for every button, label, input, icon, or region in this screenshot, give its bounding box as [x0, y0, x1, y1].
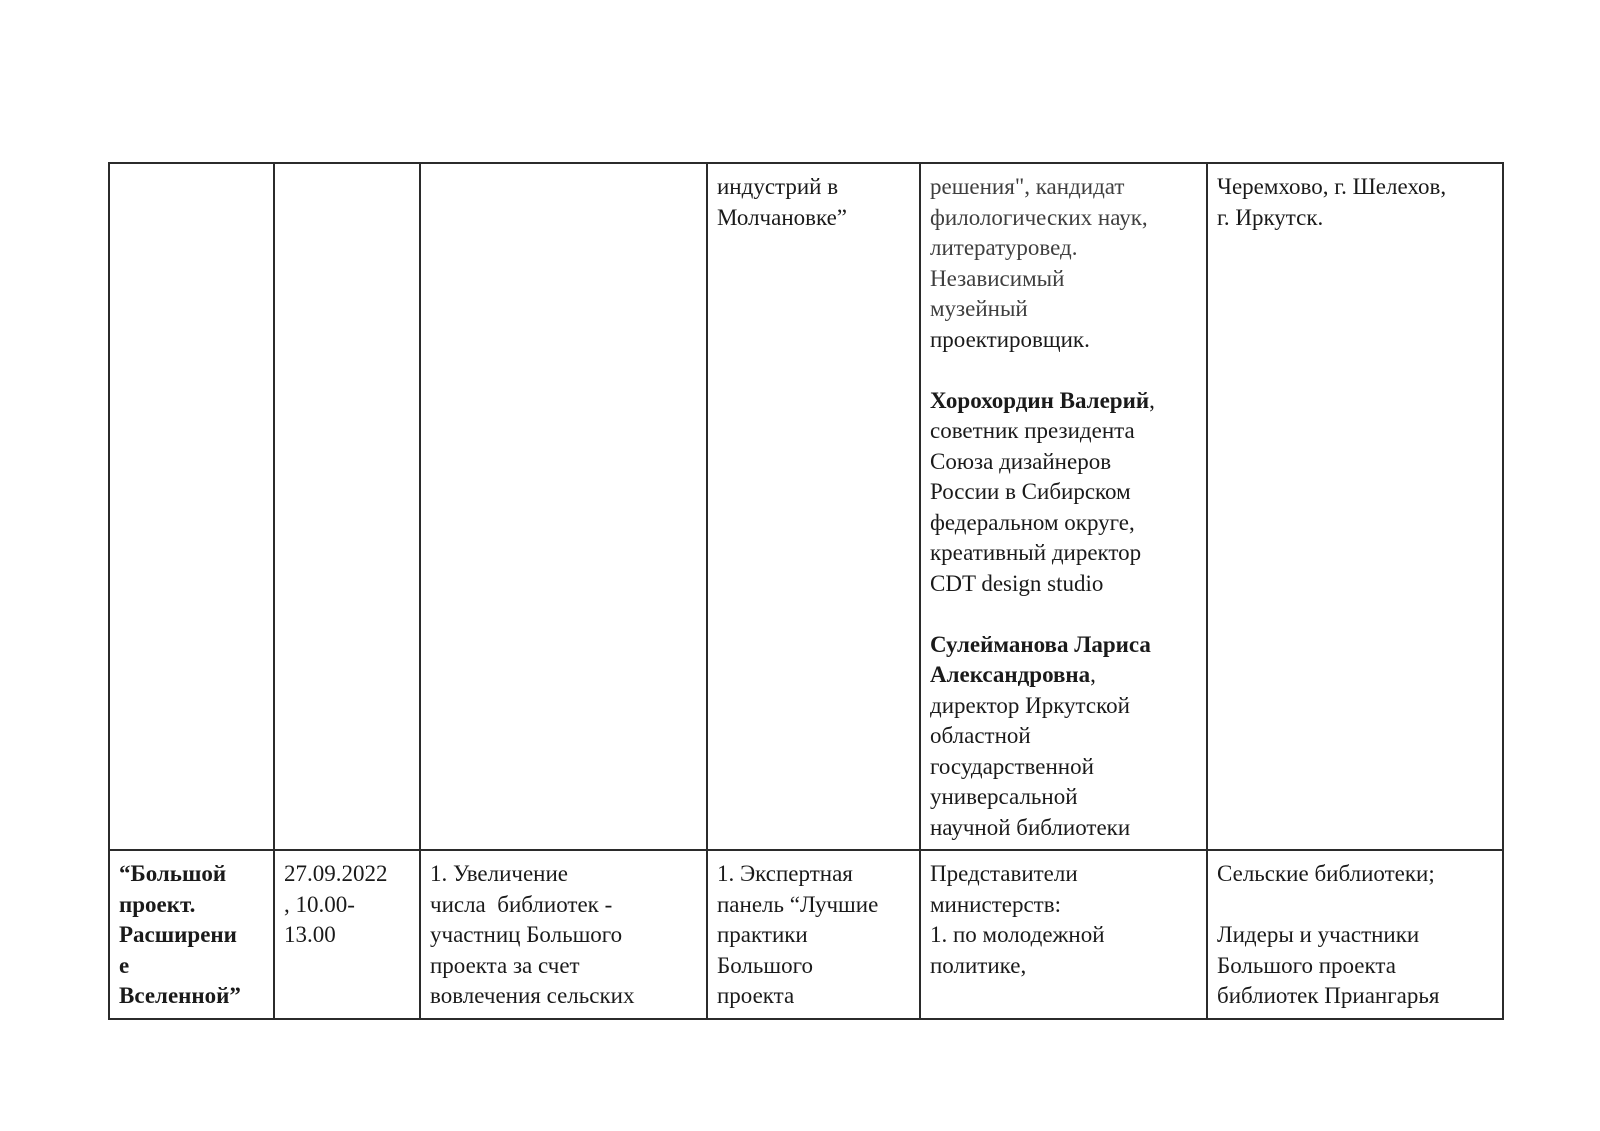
table-row: [109, 163, 1503, 850]
program-table: [108, 162, 1504, 1020]
cell-goals: [420, 163, 707, 850]
cell-participants: Черемхово, г. Шелехов, г. Иркутск.: [1207, 163, 1503, 850]
cell-goals: 1. Увеличение числа библиотек - участниц Большого проекта за счет вовлечения сельских: [420, 850, 707, 1019]
cell-topic: [109, 163, 274, 850]
cell-date: 27.09.2022 , 10.00- 13.00: [274, 850, 420, 1019]
speaker-name: Хорохордин Валерий,: [930, 387, 1155, 413]
table-row: [109, 850, 1503, 1019]
cell-speakers: Представители министерств: 1. по молодежной политике,: [920, 850, 1207, 1019]
cell-speakers: решения", кандидат филологических наук, литературовед. Независимый музейный проектировщик. Хорохордин Валерий, советник президента Союза дизайнеров России в Сибирском федеральном округе, креативный директор CDT design studio Сулейманова Лариса Александровна, директор Иркутской областной государственной универсальной научной библиотеки: [920, 163, 1207, 850]
cell-format: 1. Экспертная панель “Лучшие практики Большого проекта: [707, 850, 920, 1019]
speaker-name: Александровна,: [930, 662, 1096, 687]
cell-participants: Сельские библиотеки; Лидеры и участники Большого проекта библиотек Приангарья: [1207, 850, 1503, 1019]
cell-topic: “Большой проект. Расширени е Вселенной”: [109, 850, 274, 1019]
speaker-name: Сулейманова Лариса: [930, 631, 1151, 657]
cell-format: индустрий в Молчановке”: [707, 163, 920, 850]
cell-date: [274, 163, 420, 850]
